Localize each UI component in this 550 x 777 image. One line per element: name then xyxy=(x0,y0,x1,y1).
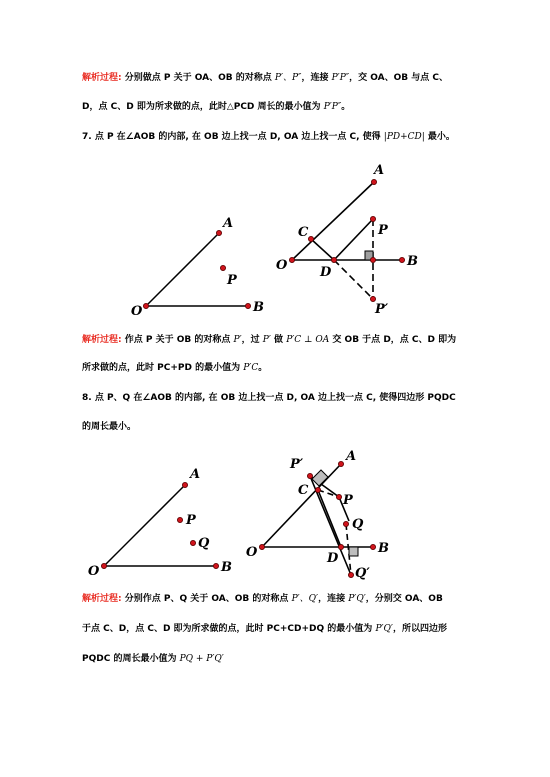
math-expression: P′C ⊥ OA xyxy=(286,335,330,345)
analysis-text: 。 xyxy=(341,102,351,112)
label-o: O xyxy=(276,258,288,273)
analysis-text: ，分别交 OA、OB xyxy=(365,594,443,604)
math-expression: P′ xyxy=(233,335,242,345)
label-q: Q xyxy=(352,517,364,532)
question-text: 的周长最小。 xyxy=(82,422,137,432)
label-a: A xyxy=(190,467,201,482)
point-q xyxy=(343,521,348,526)
analysis-text: 分别做点 P 关于 OA、OB 的对称点 xyxy=(124,73,272,83)
analysis-text: ，所以四边形 xyxy=(392,624,447,634)
point-c xyxy=(315,487,320,492)
analysis-text: 于点 C、D，点 C、D 即为所求做的点，此时 PC+CD+DQ 的最小值为 xyxy=(82,624,373,634)
math-expression: P′Q′ xyxy=(375,624,393,634)
analysis-label: 解析过程: xyxy=(82,335,122,345)
label-o: O xyxy=(88,564,100,579)
problem-8-answer-line-2 xyxy=(82,622,447,636)
label-a: A xyxy=(223,216,234,231)
point-p-prime xyxy=(307,473,312,478)
label-p: P xyxy=(227,273,237,288)
label-p-prime: P′ xyxy=(375,302,389,317)
analysis-text: 作点 P 关于 OB 的对称点 xyxy=(124,335,231,345)
math-expression: |PD+CD| xyxy=(383,132,425,142)
math-expression: PQ + P′Q′ xyxy=(179,654,224,664)
label-p: P xyxy=(186,513,196,528)
math-expression: P′Q′ xyxy=(348,594,366,604)
label-a: A xyxy=(346,449,357,464)
point-a xyxy=(338,461,343,466)
point-q-prime xyxy=(348,572,353,577)
right-angle-mark xyxy=(312,470,328,486)
analysis-text: 做 xyxy=(274,335,284,345)
label-c: C xyxy=(298,483,309,498)
analysis-text: ，过 xyxy=(241,335,260,345)
math-expression: P′、P″ xyxy=(274,73,302,83)
label-b: B xyxy=(407,254,418,269)
right-angle-mark xyxy=(349,547,358,556)
question-text: 最小。 xyxy=(427,132,455,142)
label-b: B xyxy=(221,560,232,575)
point-b xyxy=(370,544,375,549)
question-text: 8. 点 P、Q 在∠AOB 的内部, 在 OB 边上找一点 D, OA 边上找一点 C, 使得四边形 PQDC xyxy=(82,393,456,403)
point-o xyxy=(259,544,264,549)
problem-8-answer-line-3 xyxy=(82,652,224,666)
math-expression: P′C xyxy=(243,363,259,373)
label-o: O xyxy=(246,545,258,560)
label-p: P xyxy=(378,223,388,238)
analysis-label: 解析过程: xyxy=(82,594,122,604)
point-d xyxy=(338,544,343,549)
label-a: A xyxy=(374,163,385,178)
label-p: P xyxy=(343,493,353,508)
label-q-prime: Q′ xyxy=(355,566,370,581)
math-expression: P′、Q′ xyxy=(291,594,319,604)
math-expression: P′P″ xyxy=(323,102,342,112)
label-b: B xyxy=(378,541,389,556)
label-p-prime: P′ xyxy=(290,457,304,472)
label-d: D xyxy=(327,551,339,566)
math-expression: P′ xyxy=(262,335,271,345)
analysis-text: D，点 C、D 即为所求做的点，此时△PCD 周长的最小值为 xyxy=(82,102,321,112)
point-p xyxy=(336,494,341,499)
analysis-text: PQDC 的周长最小值为 xyxy=(82,654,177,664)
question-text: 7. 点 P 在∠AOB 的内部, 在 OB 边上找一点 D, OA 边上找一点 C, 使得 xyxy=(82,132,381,142)
label-o: O xyxy=(131,304,143,319)
analysis-text: ，连接 xyxy=(318,594,346,604)
analysis-label: 解析过程: xyxy=(82,73,122,83)
analysis-text: 分别作点 P、Q 关于 OA、OB 的对称点 xyxy=(124,594,289,604)
analysis-text: 所求做的点，此时 PC+PD 的最小值为 xyxy=(82,363,241,373)
analysis-text: 交 OB 于点 D，点 C、D 即为 xyxy=(332,335,457,345)
label-c: C xyxy=(298,225,309,240)
label-d: D xyxy=(320,265,332,280)
math-expression: P′P″ xyxy=(331,73,350,83)
problem-8-answer-line-1 xyxy=(82,592,443,606)
analysis-text: ，连接 xyxy=(301,73,329,83)
label-q: Q xyxy=(198,536,210,551)
analysis-text: ，交 OA、OB 与点 C、 xyxy=(349,73,449,83)
label-b: B xyxy=(253,300,264,315)
analysis-text: 。 xyxy=(258,363,268,373)
